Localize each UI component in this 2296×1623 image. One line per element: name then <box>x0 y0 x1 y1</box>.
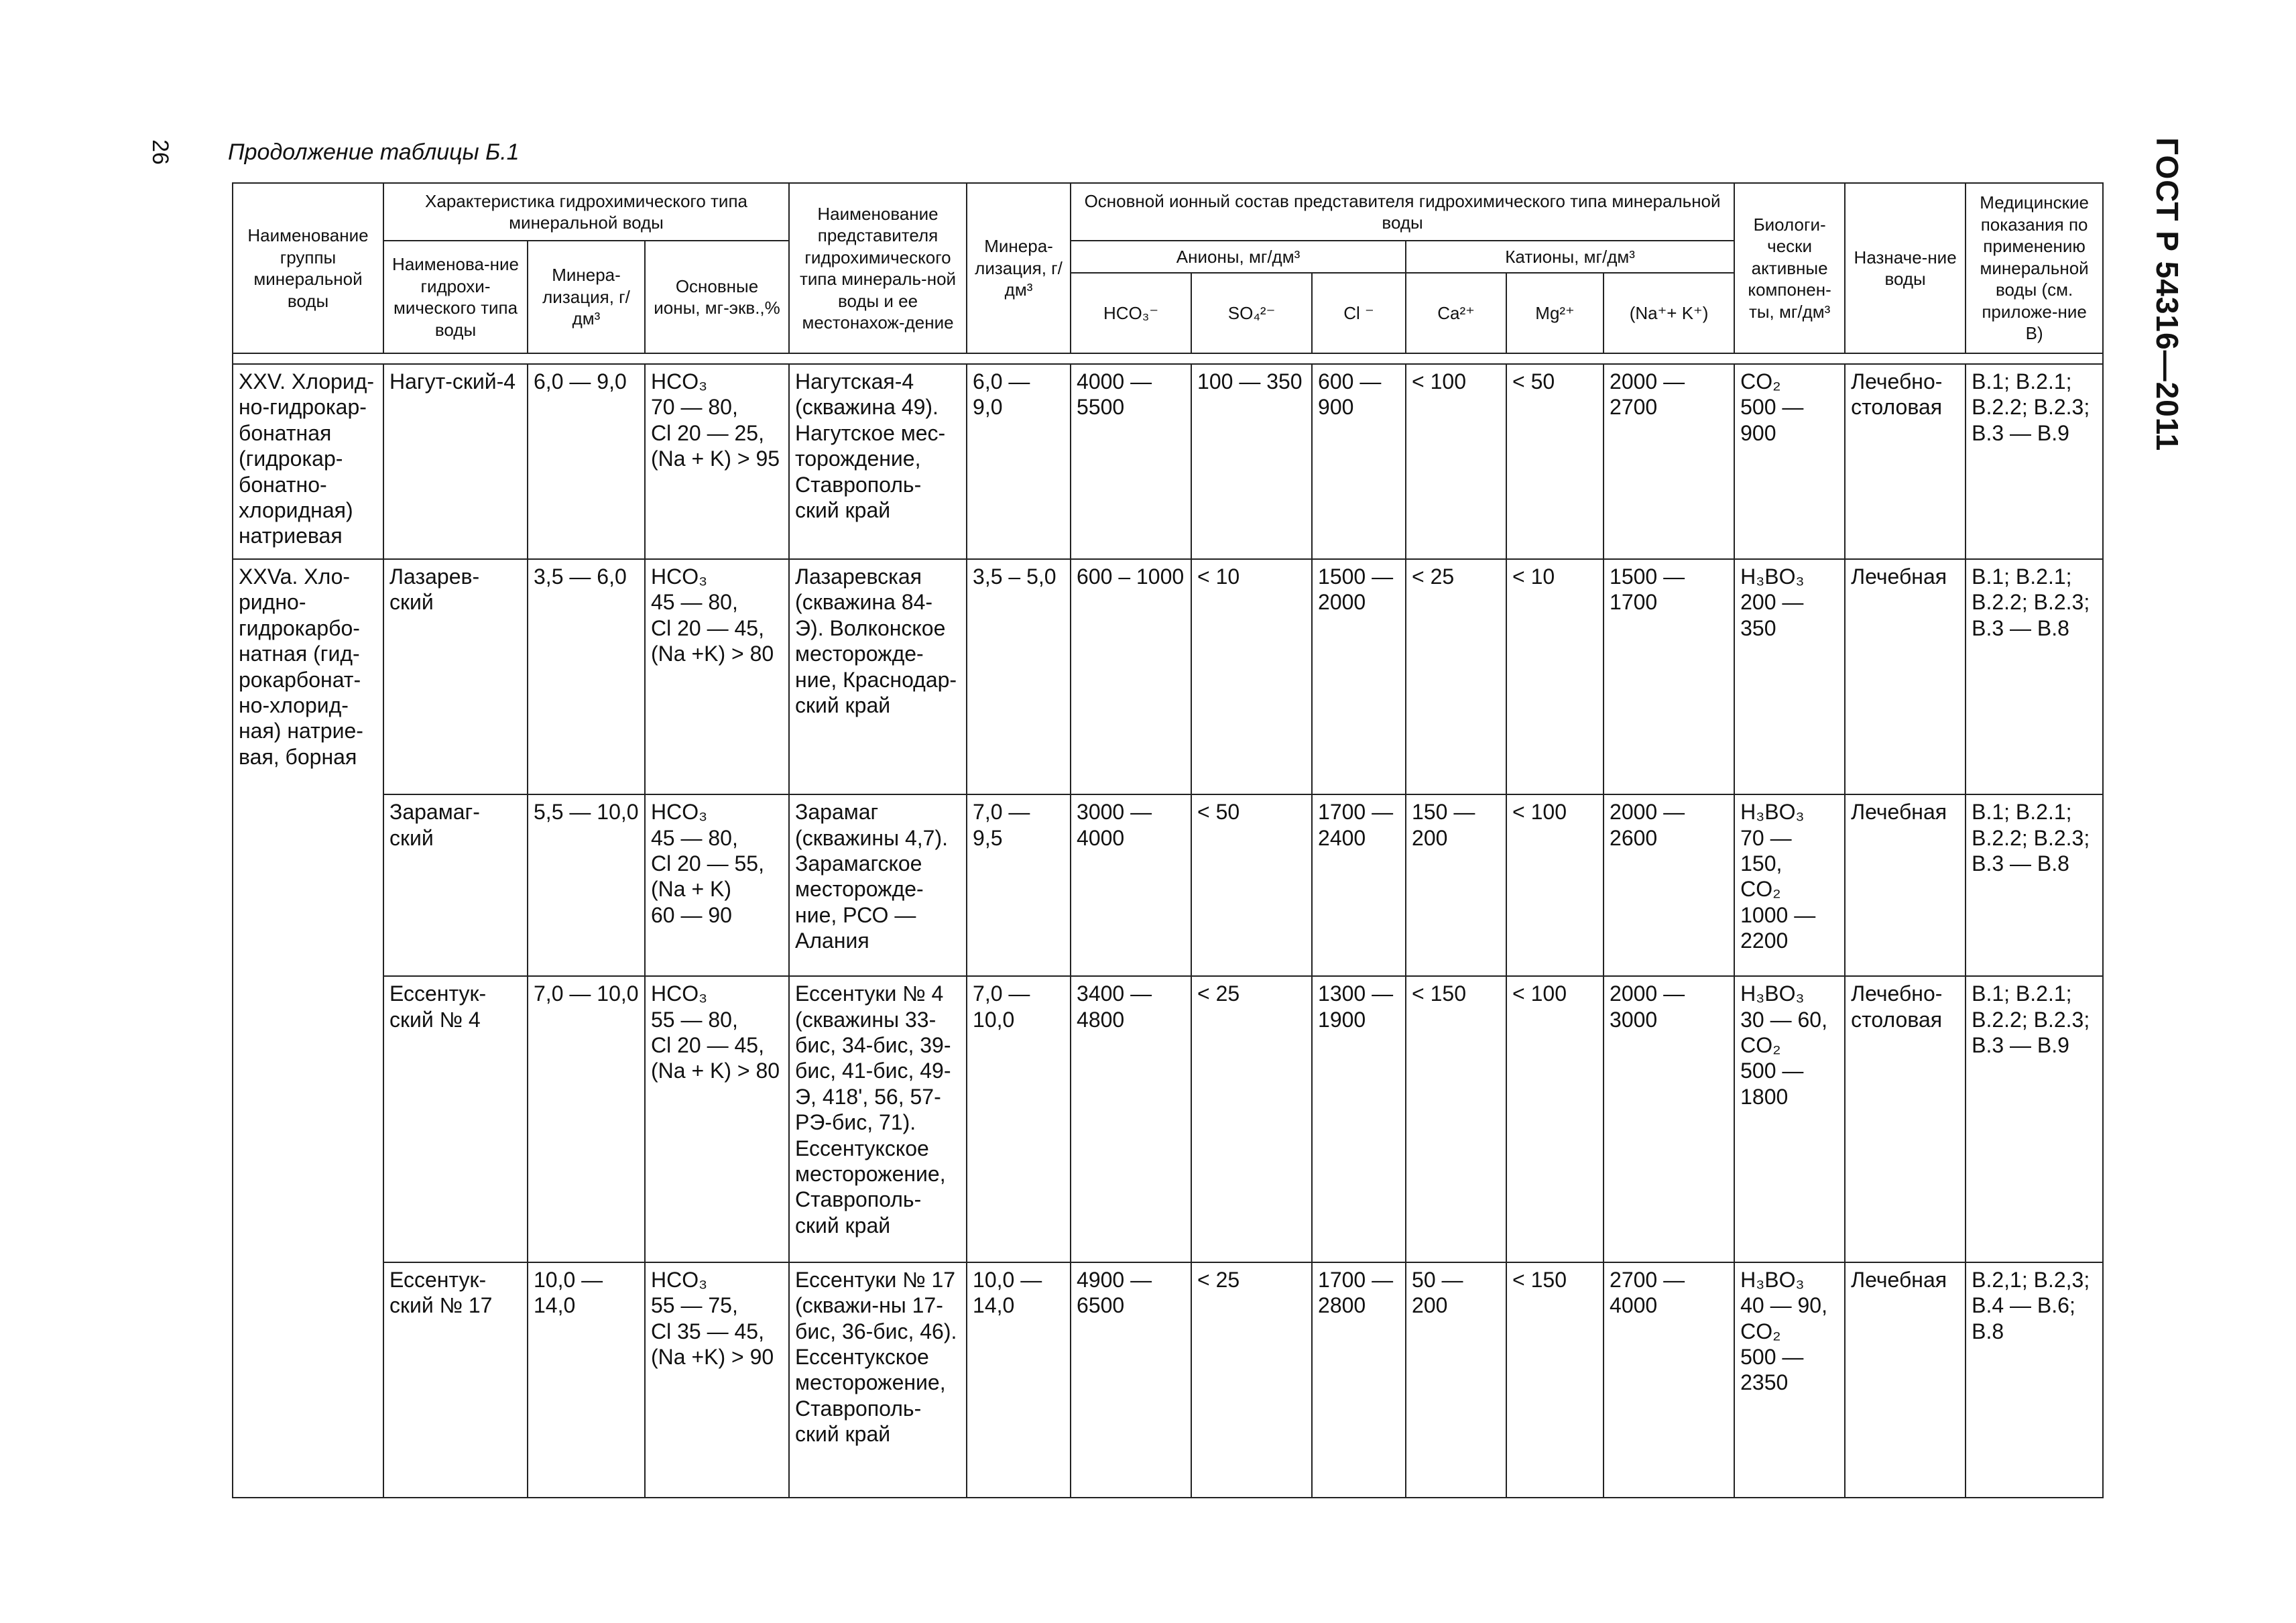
hco3-cell: 4900 — 6500 <box>1071 1262 1191 1498</box>
cl-cell: 1500 — 2000 <box>1312 559 1406 794</box>
representative-cell: Нагутская-4 (скважина 49). Нагутское мес-торождение, Ставрополь-ский край <box>789 364 967 559</box>
ca-cell: < 25 <box>1406 559 1506 794</box>
purpose-cell: Лечебная <box>1845 559 1966 794</box>
mineralization-cell: 3,5 — 6,0 <box>528 559 645 794</box>
bio-cell: H₃BO₃ 70 — 150, CO₂ 1000 — 2200 <box>1734 794 1845 976</box>
purpose-cell: Лечебная <box>1845 794 1966 976</box>
nak-cell: 2000 — 2700 <box>1604 364 1734 559</box>
table-row <box>233 559 2103 794</box>
hco3-cell: 3400 — 4800 <box>1071 976 1191 1262</box>
header-cations: Катионы, мг/дм³ <box>1406 241 1734 273</box>
medical-cell: В.1; В.2.1; В.2.2; В.2.3; В.3 — В.8 <box>1966 559 2103 794</box>
nak-cell: 2700 — 4000 <box>1604 1262 1734 1498</box>
mineralization-cell: 10,0 — 14,0 <box>528 1262 645 1498</box>
bio-cell: CO₂ 500 — 900 <box>1734 364 1845 559</box>
header-medical: Медицинские показания по применению минеральной воды (см. приложе-ние В) <box>1966 183 2103 353</box>
ions-cell: HCO₃ 45 — 80, Cl 20 — 45, (Na +K) > 80 <box>645 559 789 794</box>
medical-cell: В.1; В.2.1; В.2.2; В.2.3; В.3 — В.9 <box>1966 976 2103 1262</box>
header-rep-mineralization: Минера-лизация, г/дм³ <box>967 183 1071 353</box>
header-divider <box>233 353 2103 364</box>
rep-mineralization-cell: 3,5 – 5,0 <box>967 559 1071 794</box>
mineralization-cell: 6,0 — 9,0 <box>528 364 645 559</box>
mg-cell: < 100 <box>1506 976 1604 1262</box>
cl-cell: 1700 — 2800 <box>1312 1262 1406 1498</box>
header-so4: SO₄²⁻ <box>1191 273 1312 353</box>
header-hydro-type-name: Наименова-ние гидрохи-мического типа воды <box>383 241 528 353</box>
table-row <box>233 794 2103 976</box>
purpose-cell: Лечебно-столовая <box>1845 976 1966 1262</box>
mg-cell: < 10 <box>1506 559 1604 794</box>
group-cell: XXV. Хлорид-но-гидрокар-бонатная (гидрокар-бонатно-хлоридная) натриевая <box>233 364 383 559</box>
mineralization-cell: 7,0 — 10,0 <box>528 976 645 1262</box>
purpose-cell: Лечебная <box>1845 1262 1966 1498</box>
representative-cell: Зарамаг (скважины 4,7). Зарамагское месторожде-ние, РСО — Алания <box>789 794 967 976</box>
representative-cell: Ессентуки № 4 (скважины 33-бис, 34-бис, 39-бис, 41-бис, 49-Э, 418', 56, 57-РЭ-бис, 71). Ессентукское месторожение, Ставрополь-ский край <box>789 976 967 1262</box>
so4-cell: 100 — 350 <box>1191 364 1312 559</box>
header-anions: Анионы, мг/дм³ <box>1071 241 1406 273</box>
header-mg: Mg²⁺ <box>1506 273 1604 353</box>
table-row <box>233 976 2103 1262</box>
medical-cell: В.1; В.2.1; В.2.2; В.2.3; В.3 — В.9 <box>1966 364 2103 559</box>
medical-cell: В.1; В.2.1; В.2.2; В.2.3; В.3 — В.8 <box>1966 794 2103 976</box>
mg-cell: < 150 <box>1506 1262 1604 1498</box>
page-number: 26 <box>147 139 173 165</box>
type-cell: Зарамаг-ский <box>383 794 528 976</box>
hco3-cell: 3000 — 4000 <box>1071 794 1191 976</box>
header-group-name: Наименование группы минеральной воды <box>233 183 383 353</box>
ca-cell: < 150 <box>1406 976 1506 1262</box>
hco3-cell: 4000 — 5500 <box>1071 364 1191 559</box>
group-cell: XXVa. Хло-ридно-гидрокарбо-натная (гид-рокарбонат-но-хлорид-ная) натрие-вая, борная <box>233 559 383 1498</box>
cl-cell: 1700 — 2400 <box>1312 794 1406 976</box>
ca-cell: < 100 <box>1406 364 1506 559</box>
standard-designation: ГОСТ Р 54316—2011 <box>2150 137 2185 452</box>
so4-cell: < 25 <box>1191 976 1312 1262</box>
rep-mineralization-cell: 10,0 — 14,0 <box>967 1262 1071 1498</box>
bio-cell: H₃BO₃ 40 — 90, CO₂ 500 — 2350 <box>1734 1262 1845 1498</box>
ions-cell: HCO₃ 55 — 75, Cl 35 — 45, (Na +K) > 90 <box>645 1262 789 1498</box>
rep-mineralization-cell: 6,0 — 9,0 <box>967 364 1071 559</box>
type-cell: Лазарев-ский <box>383 559 528 794</box>
table-caption: Продолжение таблицы Б.1 <box>228 139 520 165</box>
mineral-water-table <box>232 182 2104 1498</box>
nak-cell: 1500 — 1700 <box>1604 559 1734 794</box>
so4-cell: < 50 <box>1191 794 1312 976</box>
header-hco3: HCO₃⁻ <box>1071 273 1191 353</box>
rep-mineralization-cell: 7,0 — 10,0 <box>967 976 1071 1262</box>
header-representative: Наименование представителя гидрохимического типа минераль-ной воды и ее местонахож-дение <box>789 183 967 353</box>
ions-cell: HCO₃ 45 — 80, Cl 20 — 55, (Na + K) 60 — 90 <box>645 794 789 976</box>
hco3-cell: 600 – 1000 <box>1071 559 1191 794</box>
bio-cell: H₃BO₃ 200 — 350 <box>1734 559 1845 794</box>
medical-cell: В.2,1; В.2,3; В.4 — В.6; В.8 <box>1966 1262 2103 1498</box>
so4-cell: < 10 <box>1191 559 1312 794</box>
type-cell: Ессентук-ский № 4 <box>383 976 528 1262</box>
header-bio: Биологи-чески активные компонен-ты, мг/дм³ <box>1734 183 1845 353</box>
type-cell: Ессентук-ский № 17 <box>383 1262 528 1498</box>
mg-cell: < 50 <box>1506 364 1604 559</box>
nak-cell: 2000 — 3000 <box>1604 976 1734 1262</box>
purpose-cell: Лечебно-столовая <box>1845 364 1966 559</box>
representative-cell: Ессентуки № 17 (скважи-ны 17-бис, 36-бис, 46). Ессентукское месторожение, Ставрополь-ский край <box>789 1262 967 1498</box>
header-ionic: Основной ионный состав представителя гидрохимического типа минеральной воды <box>1071 183 1734 241</box>
header-main-ions: Основные ионы, мг-экв.,% <box>645 241 789 353</box>
ca-cell: 50 — 200 <box>1406 1262 1506 1498</box>
bio-cell: H₃BO₃ 30 — 60, CO₂ 500 — 1800 <box>1734 976 1845 1262</box>
cl-cell: 600 — 900 <box>1312 364 1406 559</box>
header-hydro-char: Характеристика гидрохимического типа минеральной воды <box>383 183 789 241</box>
ions-cell: HCO₃ 70 — 80, Cl 20 — 25, (Na + K) > 95 <box>645 364 789 559</box>
table-row <box>233 1262 2103 1498</box>
ions-cell: HCO₃ 55 — 80, Cl 20 — 45, (Na + K) > 80 <box>645 976 789 1262</box>
header-nak: (Na⁺+ K⁺) <box>1604 273 1734 353</box>
ca-cell: 150 — 200 <box>1406 794 1506 976</box>
mineralization-cell: 5,5 — 10,0 <box>528 794 645 976</box>
nak-cell: 2000 — 2600 <box>1604 794 1734 976</box>
cl-cell: 1300 — 1900 <box>1312 976 1406 1262</box>
table-row <box>233 364 2103 559</box>
header-mineralization: Минера-лизация, г/дм³ <box>528 241 645 353</box>
header-ca: Ca²⁺ <box>1406 273 1506 353</box>
rep-mineralization-cell: 7,0 — 9,5 <box>967 794 1071 976</box>
type-cell: Нагут-ский-4 <box>383 364 528 559</box>
header-purpose: Назначе-ние воды <box>1845 183 1966 353</box>
mg-cell: < 100 <box>1506 794 1604 976</box>
so4-cell: < 25 <box>1191 1262 1312 1498</box>
representative-cell: Лазаревская (скважина 84-Э). Волконское месторожде-ние, Краснодар-ский край <box>789 559 967 794</box>
header-cl: Cl ⁻ <box>1312 273 1406 353</box>
